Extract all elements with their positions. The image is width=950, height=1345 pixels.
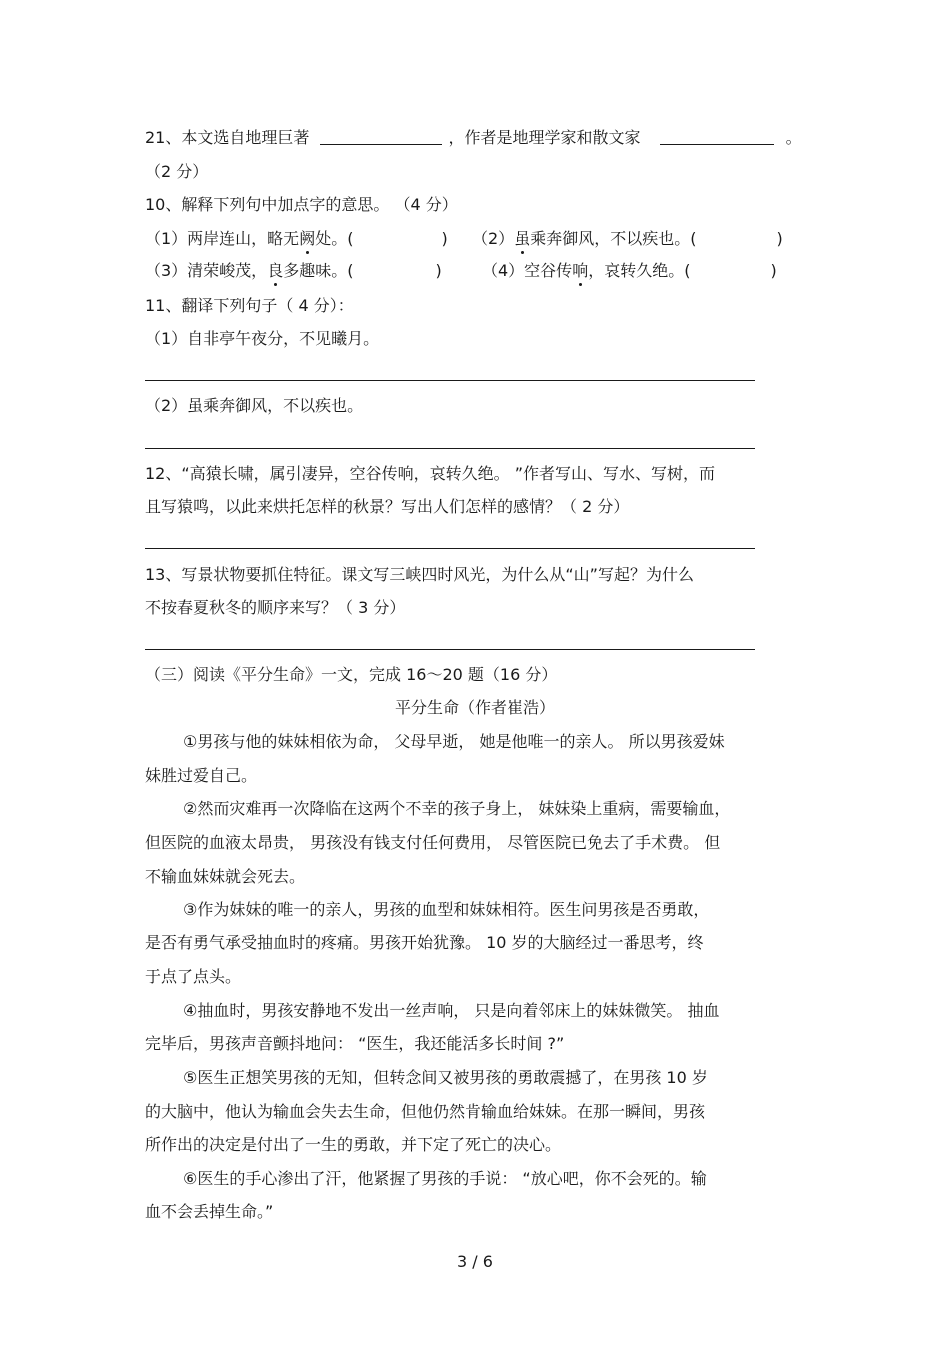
q21-prefix: 21、本文选自地理巨著 [145,128,310,147]
paragraph-5-line-3: 所作出的决定是付出了一生的勇敢，并下定了死亡的决心。 [145,1135,562,1154]
q11-sentence-1: （1）自非亭午夜分，不见曦月。 [145,329,380,348]
q12-line-2: 且写猿鸣，以此来烘托怎样的秋景？写出人们怎样的感情？（ 2 分） [145,497,630,516]
paragraph-6-line-1: ⑥医生的手心渗出了汗，他紧握了男孩的手说： “放心吧，你不会死的。输 [183,1169,707,1188]
q10-item4-text-b: ，哀转久绝。( [588,261,691,280]
paragraph-4-line-1: ④抽血时，男孩安静地不发出一丝声响， 只是向着邻床上的妹妹微笑。 抽血 [183,1001,720,1020]
paragraph-3-line-3: 于点了点头。 [145,967,242,986]
q11-answer-line-1[interactable] [145,380,755,381]
q10-item1-close: ) [441,229,448,248]
paragraph-4-line-2: 完毕后，男孩声音颤抖地问： “医生，我还能活多长时间 ?” [145,1034,565,1053]
q10-item1-dotted-char: 阙 [299,229,316,248]
q21-blank-book[interactable] [320,128,442,145]
paragraph-5-line-2: 的大脑中，他认为输血会失去生命，但他仍然肯输血给妹妹。在那一瞬间，男孩 [145,1102,706,1121]
q21-score: （2 分） [145,162,209,181]
paragraph-1-line-2: 妹胜过爱自己。 [145,766,258,785]
q10-item4-close: ) [770,261,777,280]
q10-item1-text-b: 处。( [315,229,354,248]
paragraph-6-line-2: 血不会丢掉生命。” [145,1202,274,1221]
q11-title: 11、翻译下列句子（ 4 分）： [145,296,354,315]
q10-item3-text-b: 多趣味。( [283,261,354,280]
q10-item2-text-b: 乘奔御风，不以疾也。( [530,229,697,248]
paragraph-1-line-1: ①男孩与他的妹妹相依为命， 父母早逝， 她是他唯一的亲人。 所以男孩爱妹 [183,732,725,751]
q10-item2-dotted-char: 虽 [514,229,531,248]
q12-answer-line[interactable] [145,548,755,549]
q10-row1-right [472,229,783,249]
q10-item3-close: ) [435,261,442,280]
paragraph-3-line-2: 是否有勇气承受抽血时的疼痛。男孩开始犹豫。 10 岁的大脑经过一番思考，终 [145,933,704,952]
q21-mid: ，作者是地理学家和散文家 [448,128,641,147]
q12-line-1: 12、“高猿长啸，属引凄异，空谷传响，哀转久绝。 ”作者写山、写水、写树，而 [145,464,716,483]
paragraph-2-line-1: ②然而灾难再一次降临在这两个不幸的孩子身上， 妹妹染上重病，需要输血， [183,799,731,818]
q10-item2-text: （2） [472,229,515,248]
paragraph-2-line-2: 但医院的血液太昂贵， 男孩没有钱支付任何费用， 尽管医院已免去了手术费。 但 [145,833,721,852]
q10-item3-dotted-char: 良 [267,261,284,280]
q21-line [145,128,802,148]
q10-title: 10、解释下列句中加点字的意思。 （4 分） [145,195,458,214]
passage-title: 平分生命（作者崔浩） [394,698,555,717]
q10-row2 [145,261,442,281]
q10-row2-right [482,261,777,281]
q21-blank-author[interactable] [660,128,774,145]
q13-line-1: 13、写景状物要抓住特征。课文写三峡四时风光，为什么从“山”写起？为什么 [145,565,694,584]
q13-line-2: 不按春夏秋冬的顺序来写？（ 3 分） [145,598,406,617]
q21-end: 。 [785,128,802,147]
paragraph-3-line-1: ③作为妹妹的唯一的亲人，男孩的血型和妹妹相符。医生问男孩是否勇敢， [183,900,710,919]
q10-item4-dotted-char: 响 [572,261,589,280]
q11-answer-line-2[interactable] [145,448,755,449]
page-number: 3 / 6 [457,1252,493,1271]
q10-row1 [145,229,448,249]
q10-item4-text: （4）空谷传 [482,261,573,280]
section-3-heading: （三）阅读《平分生命》一文，完成 16～20 题（16 分） [145,665,558,684]
paragraph-2-line-3: 不输血妹妹就会死去。 [145,867,306,886]
paragraph-5-line-1: ⑤医生正想笑男孩的无知，但转念间又被男孩的勇敢震撼了，在男孩 10 岁 [183,1068,708,1087]
q10-item3-text: （3）清荣峻茂， [145,261,268,280]
q13-answer-line[interactable] [145,649,755,650]
q11-sentence-2: （2）虽乘奔御风，不以疾也。 [145,396,364,415]
q10-item2-close: ) [776,229,783,248]
q10-item1-text: （1）两岸连山，略无 [145,229,300,248]
